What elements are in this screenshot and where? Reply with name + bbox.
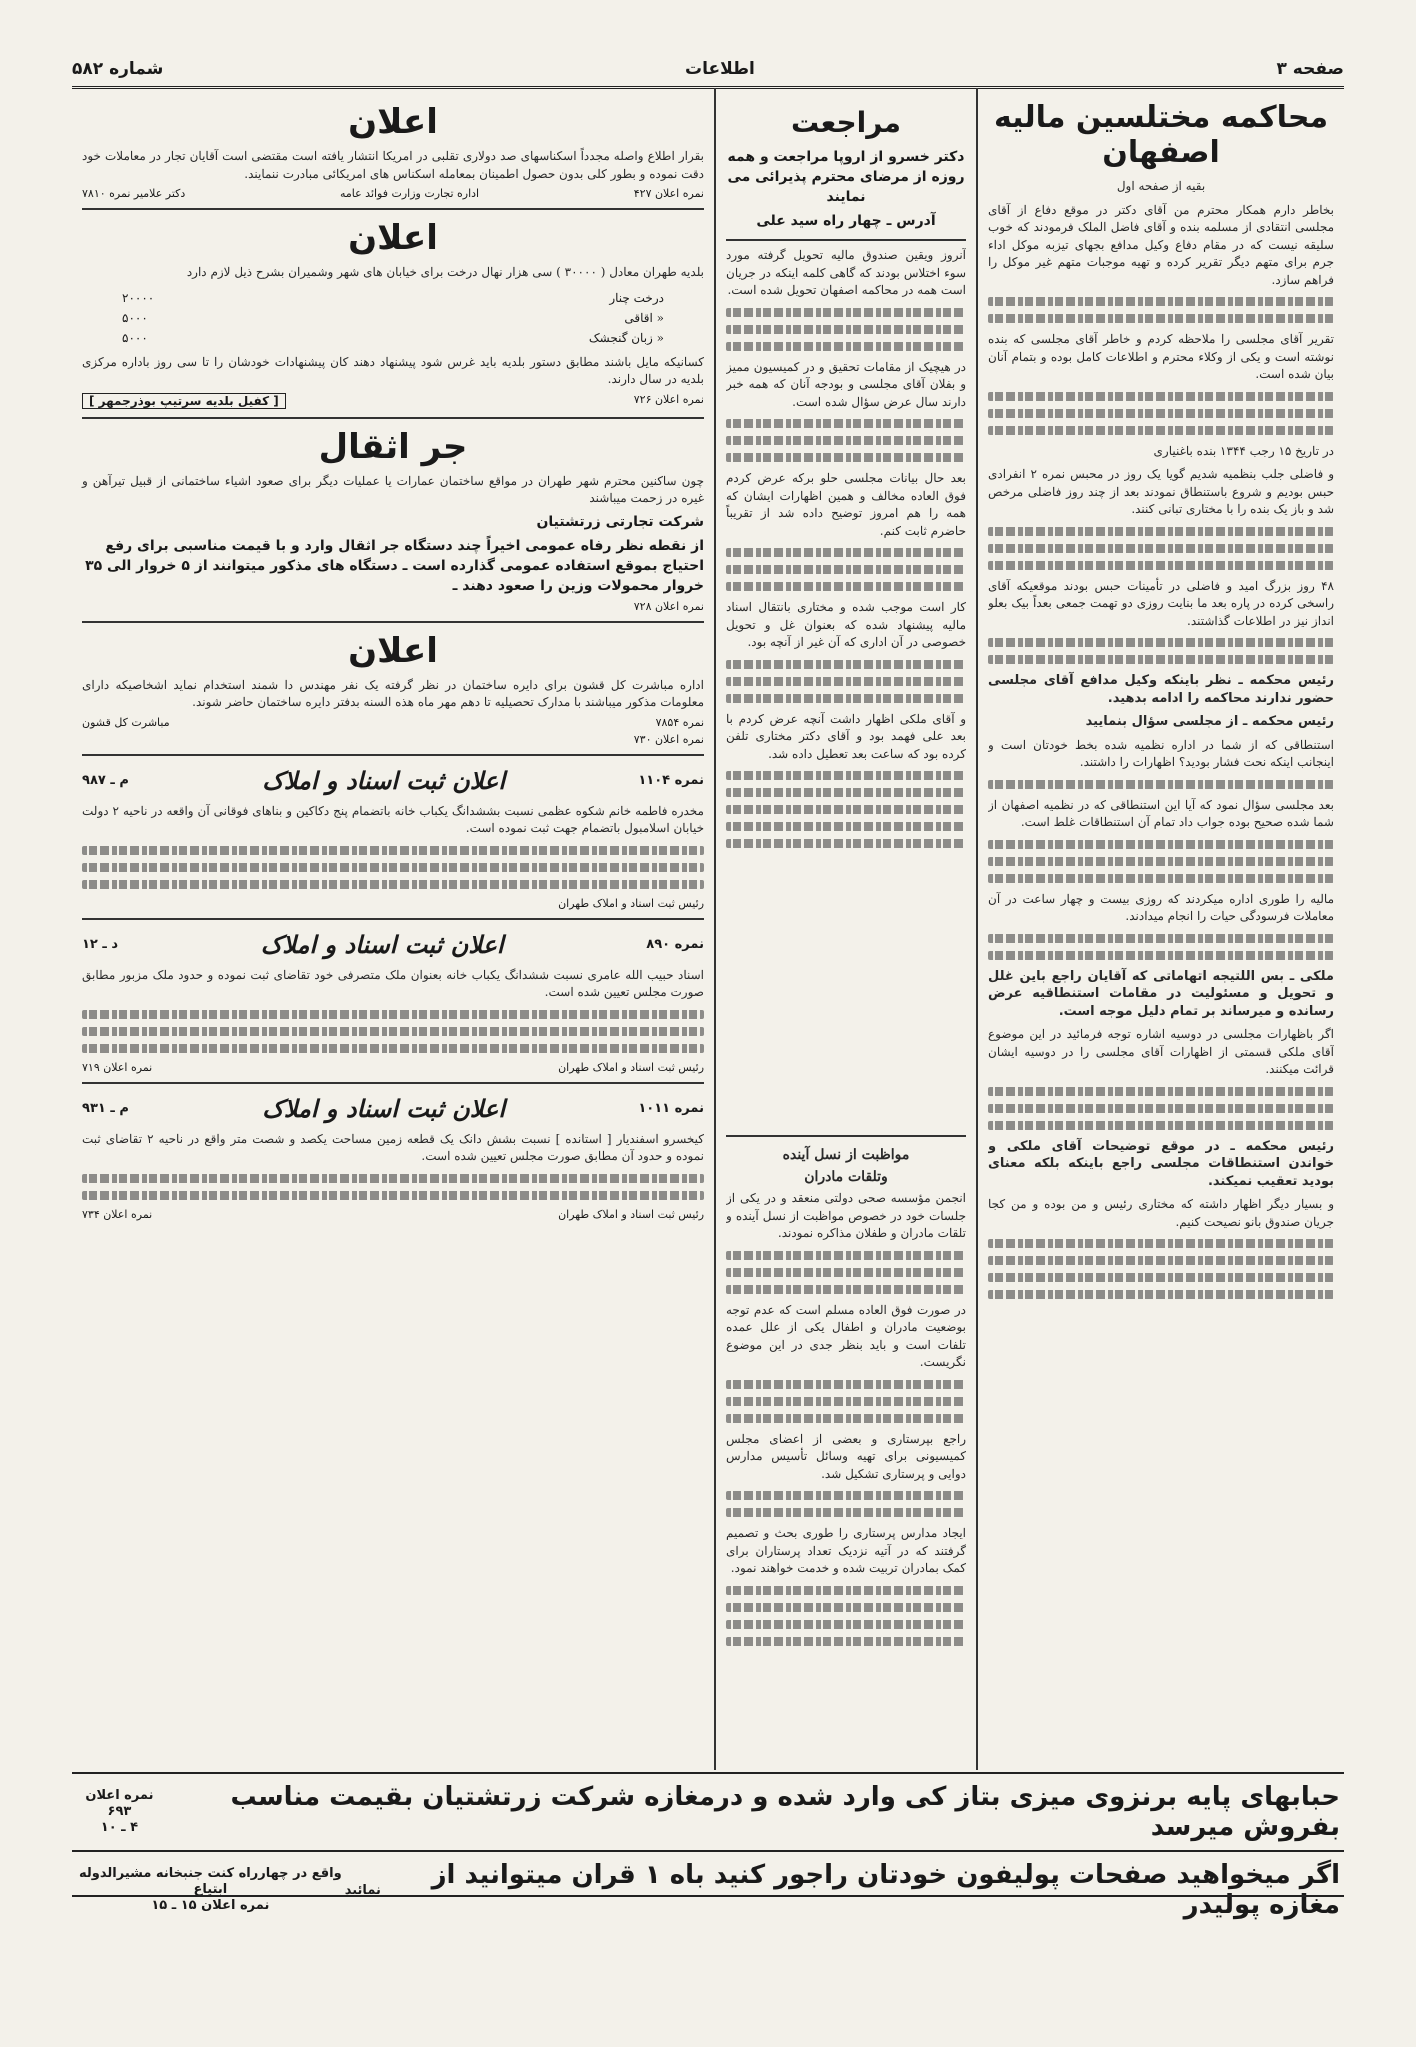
registry-header	[82, 1094, 704, 1123]
text-line-fill	[726, 1603, 966, 1612]
notice-footer	[82, 600, 704, 613]
text-line-fill	[988, 655, 1334, 664]
notice-footer	[82, 897, 704, 910]
tree-count: ۵۰۰۰	[122, 310, 148, 325]
text-line-fill	[726, 582, 966, 591]
notice-municipality-trees	[82, 210, 704, 419]
text-line-fill	[988, 1290, 1334, 1299]
text-line-fill	[82, 1174, 704, 1183]
text-line-fill	[988, 1273, 1334, 1282]
text-line-fill	[726, 436, 966, 445]
future-title: مواظبت از نسل آینده	[782, 1147, 910, 1163]
text-line-fill	[726, 839, 966, 848]
page-number: صفحه ۳	[1276, 59, 1344, 79]
middle-continued-article	[726, 241, 966, 1137]
registry-heading: اعلان ثبت اسناد و املاک	[262, 765, 505, 795]
text-line-fill	[726, 1620, 966, 1629]
text-line-fill	[82, 1010, 704, 1019]
registry-notice-2	[82, 920, 704, 1084]
article-paragraph: در صورت فوق العاده مسلم است که عدم توجه بوضعیت مادران و اطفال یکی از علل عمده تلفات است و باید بنظر جدی در این موضوع نگریست.	[726, 1302, 966, 1369]
article-paragraph: در هیچیک از مقامات تحقیق و در کمیسیون ممیز و بفلان آقای مجلسی و بودجه آنان که همه خبر دارند سال عرض سؤال شده است.	[726, 359, 966, 409]
article-paragraph: ۴۸ روز بزرگ امید و فاضلی در تأمینات حبس بودند موقعیکه آقای راسخی کرده در پاره بعد ما بنایت روزی دو تهمت جمعی بعداً بیک بعلو انداز نیز در اطلاعات گذاشتند.	[988, 578, 1334, 628]
lamp-ad	[72, 1772, 1344, 1850]
registry-code: م ـ ۹۸۷	[82, 772, 129, 788]
column-middle	[714, 88, 976, 1770]
text-line-fill	[988, 934, 1334, 943]
notice-title: اعلان	[348, 218, 438, 258]
text-line-fill	[988, 544, 1334, 553]
text-line-fill	[726, 822, 966, 831]
polyphone-ad-code: ۱۵ ـ ۱۵	[151, 1898, 197, 1913]
return-address: آدرس ـ چهار راه سید علی	[756, 213, 936, 229]
text-line-fill	[726, 1380, 966, 1389]
text-line-fill	[726, 771, 966, 780]
text-line-fill	[726, 1508, 966, 1517]
text-line-fill	[726, 1586, 966, 1595]
lamp-ad-number: نمره اعلان ۶۹۳	[85, 1788, 154, 1819]
judge-statement: رئیس محکمه ـ در موقع توضیحات آقای ملکی و خواندن استنطاقات مجلسی راجع باینکه بلکه معنای بودید تعقیب نمیکند.	[988, 1138, 1334, 1189]
tree-list	[122, 288, 664, 348]
article-paragraph: و آقای ملکی اظهار داشت آنچه عرض کردم با بعد علی فهمد بود و آقای دکتر مختاری تلفن کرده بود که ساعت بعد تعطیل داده شد.	[726, 711, 966, 761]
text-line-fill	[988, 297, 1334, 306]
registry-notice-3	[82, 1084, 704, 1229]
article-paragraph: کار است موجب شده و مختاری بانتقال اسناد مالیه پیشنهاد شده که بعنوان غل و تحویل خصوصی در آن اداری که آن غیر از آنچه بود.	[726, 600, 966, 649]
notice-text: مخدره فاطمه خانم شکوه عظمی نسبت بششدانگ یکباب خانه باتضمام پنج دکاکین و بناهای فوقانی آن واقعه در ناحیه ۲ دولت خیابان اسلامبول باتضمام جهت ثبت نموده است.	[82, 803, 704, 835]
text-line-fill	[726, 419, 966, 428]
notice-footer	[82, 187, 704, 200]
tree-row	[122, 308, 664, 328]
judge-statement: رئیس محکمه ـ از مجلسی سؤال بنمایید	[1085, 714, 1334, 729]
columns	[72, 88, 1344, 1770]
article-paragraph: استنطاقی که از شما در اداره نظمیه شده بخط خودتان است و اینجانب اینکه نحت فشار بودید؟ اظهارات را داشتند.	[988, 737, 1334, 769]
text-line-fill	[726, 1414, 966, 1423]
text-line-fill	[988, 392, 1334, 401]
notice-text: بقرار اطلاع واصله مجدداً اسکناسهای صد دولاری تقلبی در امریکا انتشار یافته است مقتضی است آقایان تجار در معاملات خود دقت نموده و بطور کلی بدون حصول اطمینان بمعامله اسکناس های امریکائی مبادرت ننمایند.	[82, 149, 704, 181]
column-notices	[72, 88, 714, 1770]
text-line-fill	[82, 863, 704, 872]
notice-text: بلدیه طهران معادل ( ۳۰۰۰۰ ) سی هزار نهال درخت برای خیابان های شهر وشمیران بشرح ذیل لازم دارد	[186, 265, 704, 279]
article-paragraph: مالیه را طوری اداره میکردند که روزی بیست و چهار ساعت در آن معاملات فرسودگی حیات را انجام میدادند.	[988, 891, 1334, 923]
text-line-fill	[726, 694, 966, 703]
text-line-fill	[988, 857, 1334, 866]
text-line-fill	[726, 548, 966, 557]
crane-bold-text: از نقطه نظر رفاه عمومی اخیراً چند دستگاه جر اثقال وارد و با قیمت مناسبی برای رفع احتیاج بموقع استفاده عمومی گذارده است ـ دستگاه های مذکور میتوانند از ۵ خروار الی ۳۵ خروار محمولات وزین را صعود دهند ـ	[85, 537, 704, 594]
article-paragraph: اگر باظهارات مجلسی در دوسیه اشاره توجه فرمائید در این موضوع آقای ملکی قسمتی از اظهارات آقای مجلسی را در دوسیه ایشان قرائت میکنند.	[988, 1027, 1334, 1076]
notice-signature: رئیس ثبت اسناد و املاک طهران	[558, 896, 704, 910]
article-paragraph: بعد حال بیانات مجلسی حلو برکه عرض کردم فوق العاده مخالف و همین اظهارات ایشان که همه را هم امروز توضیح داده شد از تقریباً حاضرم ثابت کنم.	[726, 471, 966, 538]
text-line-fill	[988, 638, 1334, 647]
text-line-fill	[726, 1397, 966, 1406]
polyphone-ad-address: واقع در چهارراه کنت جنبخانه مشیرالدوله ابتیاع	[79, 1866, 342, 1897]
tree-label: « زبان گنجشک	[588, 330, 664, 345]
malaki-statement: ملکی ـ بس اللتیجه اتهاماتی که آقایان راجع باین غلل و تحویل و مسئولیت در مقامات استنطاقیه عرض رسانده و میرساند بر تمام دلیل موجه است.	[988, 968, 1334, 1019]
notice-text: اسناد حبیب الله عامری نسبت ششدانگ یکباب خانه بعنوان ملک متصرفی خود تقاضای ثبت نموده و حدود ملک مزبور مطابق صورت مجلس تعیین شده است.	[82, 967, 704, 999]
tree-count: ۲۰۰۰۰	[122, 290, 155, 305]
text-line-fill	[988, 1121, 1334, 1130]
text-line-fill	[726, 565, 966, 574]
text-line-fill	[82, 1044, 704, 1053]
text-line-fill	[726, 660, 966, 669]
text-line-fill	[82, 846, 704, 855]
doctor-return-notice	[726, 94, 966, 241]
text-line-fill	[988, 1087, 1334, 1096]
text-line-fill	[726, 308, 966, 317]
lamp-ad-text: حبابهای پایه برنزوی میزی بتاز کی وارد شده و درمغازه شرکت زرتشتیان بقیمت مناسب بفروش میرسد	[230, 1782, 1340, 1842]
registry-number: نمره ۱۱۰۴	[638, 772, 704, 788]
date-line: در تاریخ ۱۵ رجب ۱۳۴۴ بنده باغنیاری	[1153, 443, 1334, 458]
notice-code: نمره ۷۸۵۴	[655, 715, 704, 729]
notice-text: کیخسرو اسفندیار [ استانده ] نسبت بشش دانک یک قطعه زمین مساحت یکصد و شصت متر واقع در ناحیه ۲ تقاضای ثبت نموده و حدود آن مطابق صورت مجلس تعیین شده است.	[82, 1131, 704, 1163]
text-line-fill	[726, 805, 966, 814]
registry-number: نمره ۸۹۰	[646, 936, 704, 952]
text-line-fill	[726, 1268, 966, 1277]
text-line-fill	[988, 874, 1334, 883]
article-paragraph: و فاضلی جلب بنظمیه شدیم گویا یک روز در محبس نمره ۲ انفرادی حبس بودیم و شروع باستنطاق نمودند بعد از چند روز فاضلی مرخص شد و باز یک بنده را با مختاری تبانی کنند.	[988, 467, 1334, 516]
notice-number: نمره اعلان ۷۲۶	[633, 392, 704, 406]
text-line-fill	[82, 880, 704, 889]
notice-number: نمره اعلان ۷۲۸	[633, 599, 704, 613]
article-paragraph: و بسیار دیگر اظهار داشته که مختاری رئیس و من بوده و من کجا جریان صندوق بانو نصیحت کنیم.	[988, 1197, 1334, 1229]
article-title: محاکمه مختلسین مالیه اصفهان	[993, 100, 1329, 170]
polyphone-ad	[72, 1850, 1344, 1928]
notice-footer	[82, 716, 704, 729]
notice-number: نمره اعلان ۷۱۹	[82, 1060, 153, 1074]
text-line-fill	[988, 426, 1334, 435]
notice-title: جر اثقال	[318, 426, 468, 467]
future-subtitle: وتلقات مادران	[804, 1168, 888, 1185]
text-line-fill	[988, 840, 1334, 849]
article-paragraph: آنروز ویقین صندوق مالیه تحویل گرفته مورد سوء اختلاس بودند که گاهی کلمه اینکه در جریان است همه در محاکمه اصفهان تحویل شده است.	[726, 248, 966, 297]
notice-text: اداره مباشرت کل قشون برای دایره ساختمان در نظر گرفته یک نفر مهندس دا شمند استخدام نماید اشخاصیکه دارای معلومات مذکور میباشند با مدارک تحصیلیه تا دهم مهر ماه هذه السنه بدفتر دایره ساختمان حاضر شوند.	[82, 677, 704, 709]
notice-text: چون ساکنین محترم شهر طهران در مواقع ساختمان عمارات یا عملیات دیگر برای صعود اشیاء ساختمانی از قبیل تیرآهن و غیره در زحمت میباشند	[82, 473, 704, 505]
text-line-fill	[988, 409, 1334, 418]
future-generation-article	[726, 1137, 966, 1654]
text-line-fill	[988, 1239, 1334, 1248]
text-line-fill	[726, 1491, 966, 1500]
text-line-fill	[726, 677, 966, 686]
lamp-ad-code: ۴ ـ ۱۰	[100, 1820, 139, 1835]
bottom-rule	[72, 1895, 1344, 1897]
polyphone-ad-number: نمره اعلان	[201, 1898, 270, 1913]
lamp-ad-tag	[76, 1788, 163, 1836]
return-title: مراجعت	[791, 106, 901, 139]
notice-footer	[82, 1208, 704, 1221]
polyphone-ad-text: اگر میخواهید صفحات پولیفون خودتان راجور کنید باه ۱ قران میتوانید از مغازه پولیدر	[431, 1860, 1340, 1920]
tree-row	[122, 288, 664, 308]
text-line-fill	[988, 527, 1334, 536]
text-line-fill	[988, 951, 1334, 960]
text-line-fill	[988, 1256, 1334, 1265]
notice-title: اعلان	[348, 102, 438, 142]
registry-notice-1	[82, 756, 704, 920]
tree-row	[122, 328, 664, 348]
article-body	[988, 178, 1334, 1307]
article-paragraph: بعد مجلسی سؤال نمود که آیا این استنطاقی که در نظمیه اصفهان از شما شده صحیح بوده جواب داد تمام آن استنطاقات غلط است.	[988, 797, 1334, 829]
text-line-fill	[726, 1637, 966, 1646]
registry-number: نمره ۱۰۱۱	[638, 1100, 704, 1116]
registry-code: د ـ ۱۲	[82, 936, 119, 952]
notice-footer	[82, 393, 704, 409]
text-line-fill	[988, 561, 1334, 570]
notice-signature: [ کفیل بلدیه سرتیپ بوذرجمهر ]	[82, 393, 286, 409]
polyphone-ad-tag	[76, 1866, 345, 1914]
text-line-fill	[726, 342, 966, 351]
article-paragraph: بخاطر دارم همکار محترم من آقای دکتر در موقع دفاع از آقای مجلسی انتقادی از مسلمه بنده و آقای فاضل الملک فرمودند که خوب سلیقه نیست که در مقام دفاع وکیل مدافع بجهای تیزبه موکل اداء جرم برای متهم دیگر تقریر کرده و تهیه موجبات متهم غیر موکل را فراهم سازد.	[988, 202, 1334, 287]
tree-count: ۵۰۰۰	[122, 330, 148, 345]
notice-footer	[82, 733, 704, 746]
paper-name: اطلاعات	[685, 59, 755, 79]
notice-signature: رئیس ثبت اسناد و املاک طهران	[558, 1060, 704, 1074]
text-line-fill	[82, 1191, 704, 1200]
tree-label: « اقاقی	[624, 310, 664, 325]
text-line-fill	[726, 788, 966, 797]
article-paragraph: راجع بپرستاری و بعضی از اعضای مجلس کمیسیونی برای تهیه وسائل تأسیس مدارس دوایی و پرستاری تشکیل شد.	[726, 1431, 966, 1481]
notice-number: نمره اعلان ۷۳۰	[633, 732, 704, 746]
registry-header	[82, 766, 704, 795]
notice-signature: رئیس ثبت اسناد و املاک طهران	[558, 1207, 704, 1221]
footer-ads	[72, 1772, 1344, 1920]
text-line-fill	[726, 325, 966, 334]
article-paragraph: ایجاد مدارس پرستاری را طوری بحث و تصمیم گرفتند که در آتیه نزدیک تعداد پرستاران برای کمک بمادران تربیت شده و خدمت خواهند نمود.	[726, 1526, 966, 1575]
registry-heading: اعلان ثبت اسناد و املاک	[262, 1093, 505, 1123]
registry-heading: اعلان ثبت اسناد و املاک	[260, 929, 504, 959]
masthead	[72, 56, 1344, 89]
polyphone-ad-tail: نمائید	[344, 1882, 381, 1898]
article-paragraph: تقریر آقای مجلسی را ملاحظه کردم و خاطر آقای مجلسی که بنده نوشته است و یکی از وکلاء محترم و اطلاعات کامل بوده و بتمام آنان بیان شده است.	[988, 332, 1334, 381]
judge-statement: رئیس محکمه ـ نظر باینکه وکیل مدافع آقای مجلسی حضور ندارند محاکمه را ادامه بدهید.	[988, 673, 1334, 706]
text-line-fill	[988, 314, 1334, 323]
text-line-fill	[726, 1251, 966, 1260]
article-paragraph: انجمن مؤسسه صحی دولتی منعقد و در یکی از جلسات خود در خصوص مواظبت از نسل آینده و تلقات مادران و طفلان مذاکره نمودند.	[726, 1191, 966, 1240]
notice-issuer: اداره تجارت وزارت فوائد عامه	[339, 187, 480, 200]
text-line-fill	[726, 453, 966, 462]
notice-footer	[82, 1061, 704, 1074]
notice-number: نمره اعلان ۴۲۷	[633, 187, 704, 200]
notice-army-engineer	[82, 623, 704, 756]
notice-text: کسانیکه مایل باشند مطابق دستور بلدیه باید غرس شود پیشنهاد دهند کان پیشنهادات خودشان را تا سی روز باداره مرکزی بلدیه در سال دارند.	[82, 354, 704, 386]
tree-label: درخت چنار	[609, 290, 664, 305]
issue-number: شماره ۵۸۲	[72, 59, 164, 79]
notice-crane	[82, 419, 704, 623]
notice-number: نمره اعلان ۷۳۴	[82, 1207, 153, 1221]
notice-title: اعلان	[348, 630, 438, 671]
text-line-fill	[988, 780, 1334, 789]
crane-company: شرکت تجارتی زرتشتیان	[536, 513, 704, 530]
text-line-fill	[82, 1027, 704, 1036]
notice-signature: مباشرت کل قشون	[82, 715, 170, 729]
text-line-fill	[726, 1285, 966, 1294]
column-trial-article	[976, 88, 1344, 1770]
return-lead: دکتر خسرو از اروپا مراجعت و همه روزه از مرضای محترم پذیرائی می نمایند	[727, 149, 965, 205]
text-line-fill	[988, 1104, 1334, 1113]
continued-note: بقیه از صفحه اول	[1116, 179, 1206, 193]
registry-code: م ـ ۹۳۱	[82, 1100, 129, 1116]
notice-counterfeit	[82, 94, 704, 210]
notice-code: دکتر علامیر نمره ۷۸۱۰	[82, 187, 186, 200]
registry-header	[82, 930, 704, 959]
